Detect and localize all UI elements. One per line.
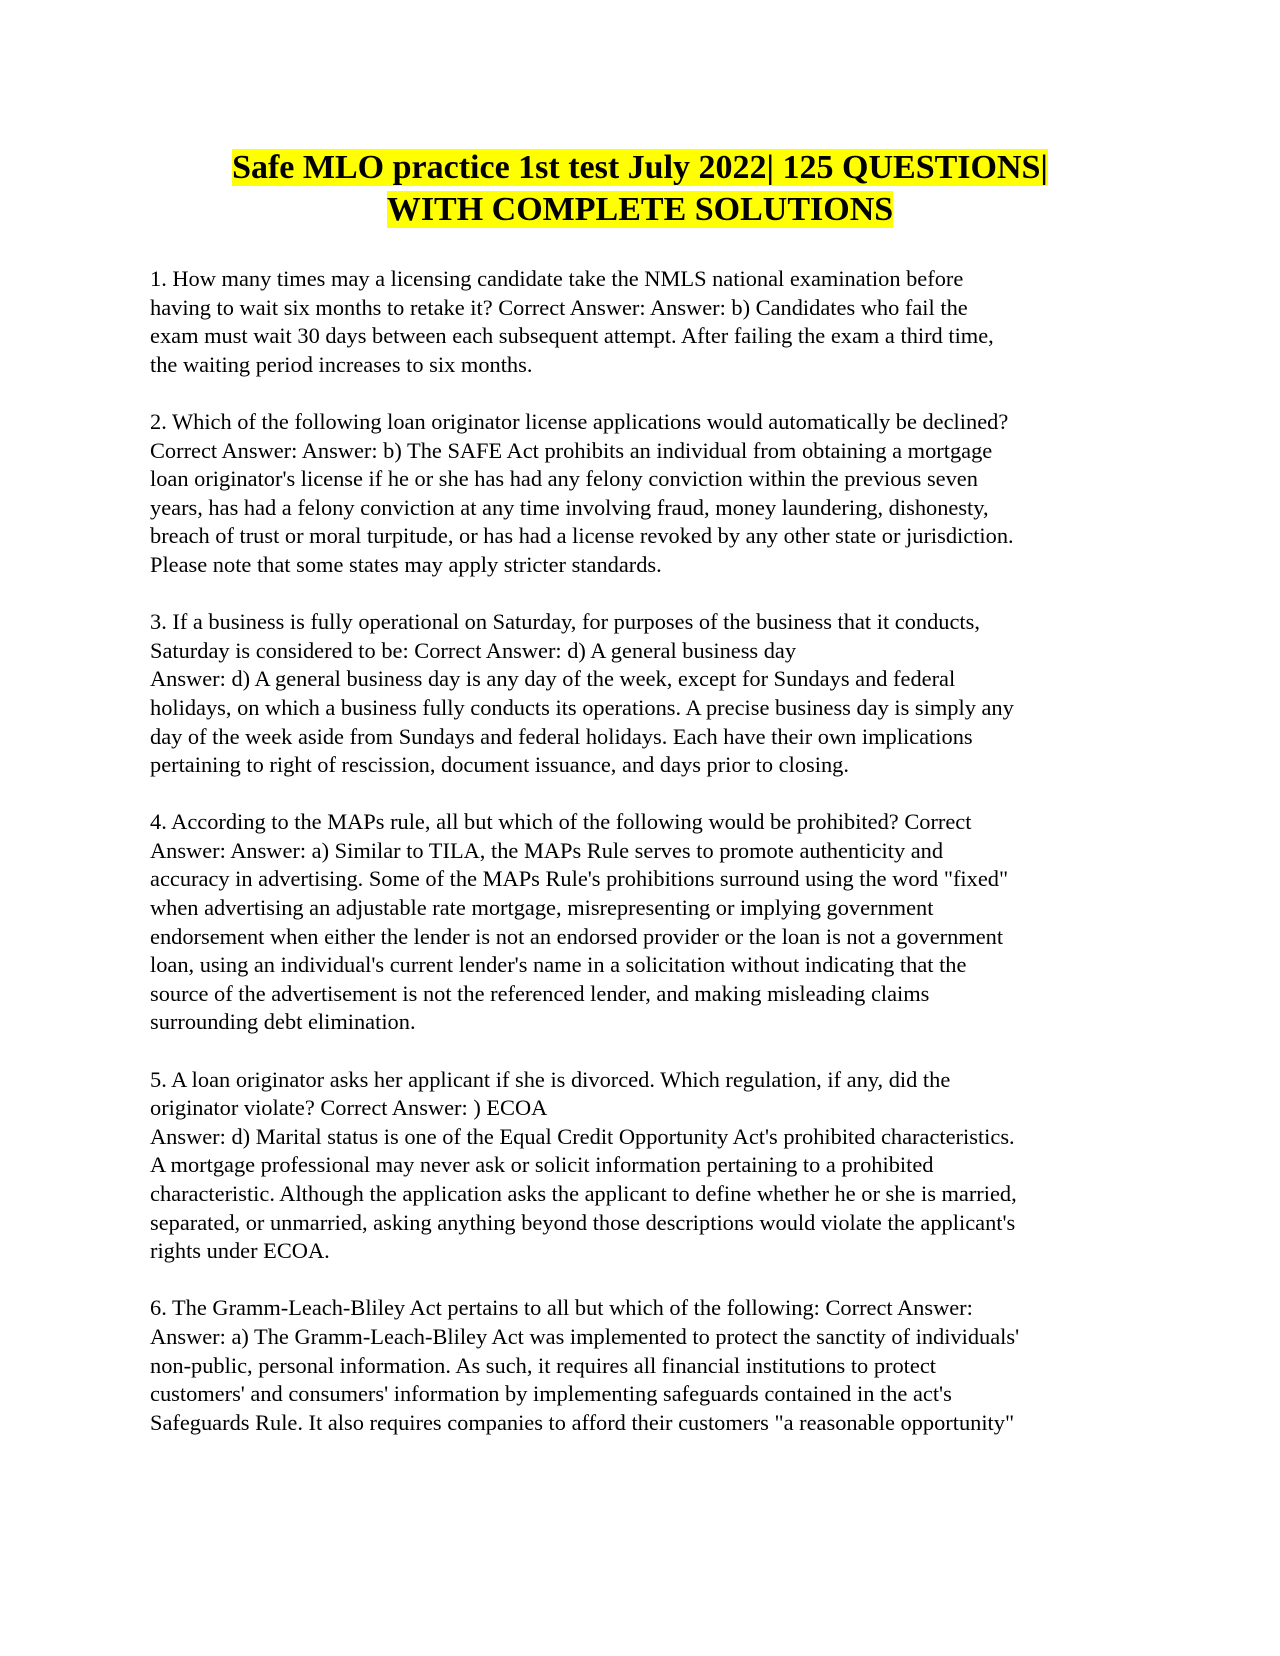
text-line: exam must wait 30 days between each subsequent attempt. After failing the exam a third time, [150,323,994,349]
question-1 [150,265,1134,379]
text-line: 3. If a business is fully operational on Saturday, for purposes of the business that it conducts, [150,609,980,635]
text-line: day of the week aside from Sundays and federal holidays. Each have their own implications [150,723,973,749]
document-body [150,265,1134,1466]
question-6 [150,1294,1134,1437]
question-3 [150,608,1134,780]
text-line: Answer: Answer: a) Similar to TILA, the MAPs Rule serves to promote authenticity and [150,837,944,863]
text-line: when advertising an adjustable rate mortgage, misrepresenting or implying government [150,895,934,921]
text-line: years, has had a felony conviction at any time involving fraud, money laundering, dishonesty, [150,494,989,520]
text-line: pertaining to right of rescission, document issuance, and days prior to closing. [150,752,849,778]
text-line: having to wait six months to retake it? Correct Answer: Answer: b) Candidates who fail the [150,294,968,320]
question-4 [150,808,1134,1037]
text-line: 6. The Gramm-Leach-Bliley Act pertains to all but which of the following: Correct Answer: [150,1295,973,1321]
text-line: Answer: a) The Gramm-Leach-Bliley Act was implemented to protect the sanctity of individuals' [150,1323,1020,1349]
text-line: rights under ECOA. [150,1238,330,1264]
text-line: Correct Answer: Answer: b) The SAFE Act prohibits an individual from obtaining a mortgage [150,437,993,463]
text-line: 1. How many times may a licensing candidate take the NMLS national examination before [150,266,964,291]
text-line: characteristic. Although the application asks the applicant to define whether he or she is married, [150,1181,1017,1206]
text-line: 5. A loan originator asks her applicant if she is divorced. Which regulation, if any, did the [150,1066,951,1092]
question-2 [150,408,1134,580]
text-line: 4. According to the MAPs rule, all but which of the following would be prohibited? Correct [150,809,972,835]
text-line: Answer: d) A general business day is any day of the week, except for Sundays and federal [150,666,956,692]
text-line: loan, using an individual's current lender's name in a solicitation without indicating that the [150,952,967,978]
question-5 [150,1066,1134,1266]
text-line: Saturday is considered to be: Correct Answer: d) A general business day [150,637,797,663]
text-line: accuracy in advertising. Some of the MAPs Rule's prohibitions surround using the word "fixed" [150,866,1009,892]
text-line: Please note that some states may apply stricter standards. [150,551,662,577]
text-line: loan originator's license if he or she has had any felony conviction within the previous seven [150,466,978,492]
text-line: originator violate? Correct Answer: ) ECOA [150,1095,548,1121]
text-line: Safeguards Rule. It also requires companies to afford their customers "a reasonable opportunity" [150,1409,1015,1435]
title-line-2: WITH COMPLETE SOLUTIONS [386,191,894,228]
text-line: the waiting period increases to six months. [150,351,533,377]
text-line: separated, or unmarried, asking anything beyond those descriptions would violate the applicant's [150,1209,1016,1235]
text-line: A mortgage professional may never ask or solicit information pertaining to a prohibited [150,1152,934,1178]
document-title [150,147,1130,231]
text-line: 2. Which of the following loan originator license applications would automatically be declined? [150,408,1009,434]
text-line: holidays, on which a business fully conducts its operations. A precise business day is simply any [150,694,1014,720]
text-line: breach of trust or moral turpitude, or has had a license revoked by any other state or jurisdiction. [150,523,1014,549]
text-line: Answer: d) Marital status is one of the Equal Credit Opportunity Act's prohibited characteristics. [150,1123,1015,1149]
text-line: non-public, personal information. As such, it requires all financial institutions to protect [150,1352,937,1378]
text-line: source of the advertisement is not the referenced lender, and making misleading claims [150,980,930,1006]
title-line-1: Safe MLO practice 1st test July 2022| 125 QUESTIONS| [232,149,1048,186]
text-line: customers' and consumers' information by implementing safeguards contained in the act's [150,1381,952,1407]
text-line: surrounding debt elimination. [150,1009,416,1035]
text-line: endorsement when either the lender is not an endorsed provider or the loan is not a government [150,923,1004,949]
